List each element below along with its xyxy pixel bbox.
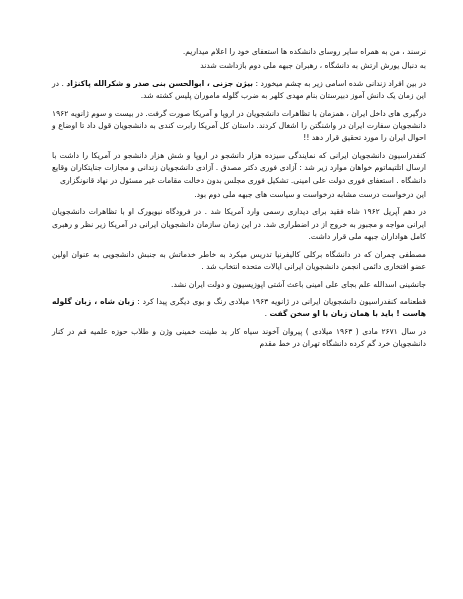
text-segment: در سال ۲۶۷۱ مادی ( ۱۹۶۳ میلادی ) پیروان آخوند سیاه کار بد طینت خمینی وژن و طلاب حوزه علمیه قم در کنار دانشجویان خرد گم کرده دانشگاه تهران در خط مقدم — [52, 326, 426, 349]
paragraph-p10 — [52, 296, 426, 321]
paragraph-p9 — [52, 279, 426, 291]
text-segment: در دهم آپریل ۱۹۶۲ شاه فقید برای دیداری رسمی وارد آمریکا شد . در فرودگاه نیویورک او با تظاهرات دانشجویان ایرانی مواجه و مجبور به خروج از در اضطراری شد. در این زمان سازمان دانشجویان ایرانی در آمریکا زیر نظر و رهبری کامل هواداران جبهه ملی قرار داشت. — [52, 207, 426, 242]
text-segment: . — [264, 309, 270, 319]
paragraph-p5 — [52, 150, 426, 187]
paragraph-p6 — [52, 189, 426, 201]
paragraph-p7 — [52, 206, 426, 243]
text-segment: کنفدراسیون دانشجویان ایرانی که نمایندگی سیزده هزار دانشجو در اروپا و شش هزار دانشجو در آمریکا را داشت با ارسال اتلتیماتوم خواهان موارد زیر شد : آزادی فوری دکتر مصدق . آزادی دانشجویان زندانی و مجازات جنایتکاران وقایع دانشگاه . استعفای فوری دولت علی امینی. تشکیل فوری مجلس بدون دخالت مقامات غیر مسئول در نهاد قانونگزاری — [52, 150, 426, 185]
text-segment: به دنبال یورش ارتش به دانشگاه ، رهبران جبهه ملی دوم بازداشت شدند — [200, 61, 426, 71]
paragraph-p4 — [52, 108, 426, 145]
text-segment: نرسند ، من به همراه سایر روسای دانشکده ها استعفای خود را اعلام میداریم. — [182, 47, 426, 56]
paragraph-p1 — [52, 46, 426, 58]
paragraph-p11 — [52, 326, 426, 351]
text-segment: مصطفی چمران که در دانشگاه برکلی کالیفرنیا تدریس میکرد به خاطر خدماتش به جنبش دانشجویی به عنوان اولین عضو افتخاری دائمی انجمن دانشجویان ایرانی ایالات متحده انتخاب شد . — [52, 249, 426, 272]
paragraph-p8 — [52, 249, 426, 274]
text-segment: درگیری های داخل ایران ، همزمان با تظاهرات دانشجویان در اروپا و آمریکا صورت گرفت. در بیست و سوم ژانویه ۱۹۶۲ دانشجویان سفارت ایران در واشنگتن را اشغال کردند. داستان کل آمریکا رابرت کندی به دانشجویان قول داد تا اوضاع و احوال ایران را مورد تحقیق قرار دهد !! — [52, 108, 426, 143]
text-segment: در بین افراد زندانی شده اسامی زیر به چشم میخورد : — [253, 78, 426, 88]
text-segment: . در این زمان یک دانش آموز دبیرستان بنام مهدی کلهر به ضرب گلوله ماموران پلیس کشته شد. — [52, 78, 426, 101]
text-segment: قطعنامه کنفدراسیون دانشجویان ایرانی در ژانویه ۱۹۶۳ میلادی رنگ و بوی دیگری پیدا کرد : — [134, 296, 426, 306]
paragraph-p3 — [52, 78, 426, 103]
document-page — [52, 46, 426, 356]
bold-text-segment: بیژن جزنی ، ابوالحسن بنی صدر و شکرالله پاکنژاد — [66, 78, 254, 88]
bold-text-segment: زبان شاه ، زبان گلوله هاست ! باید با همان زبان با او سخن گفت — [52, 296, 426, 319]
text-segment: جانشینی اسدالله علم بجای علی امینی باعث آشتی اپوزیسیون و دولت ایران نشد. — [171, 279, 426, 289]
text-segment: این درخواست درست مشابه درخواست و سیاست های جبهه ملی دوم بود. — [194, 190, 426, 200]
paragraph-p2 — [52, 60, 426, 72]
